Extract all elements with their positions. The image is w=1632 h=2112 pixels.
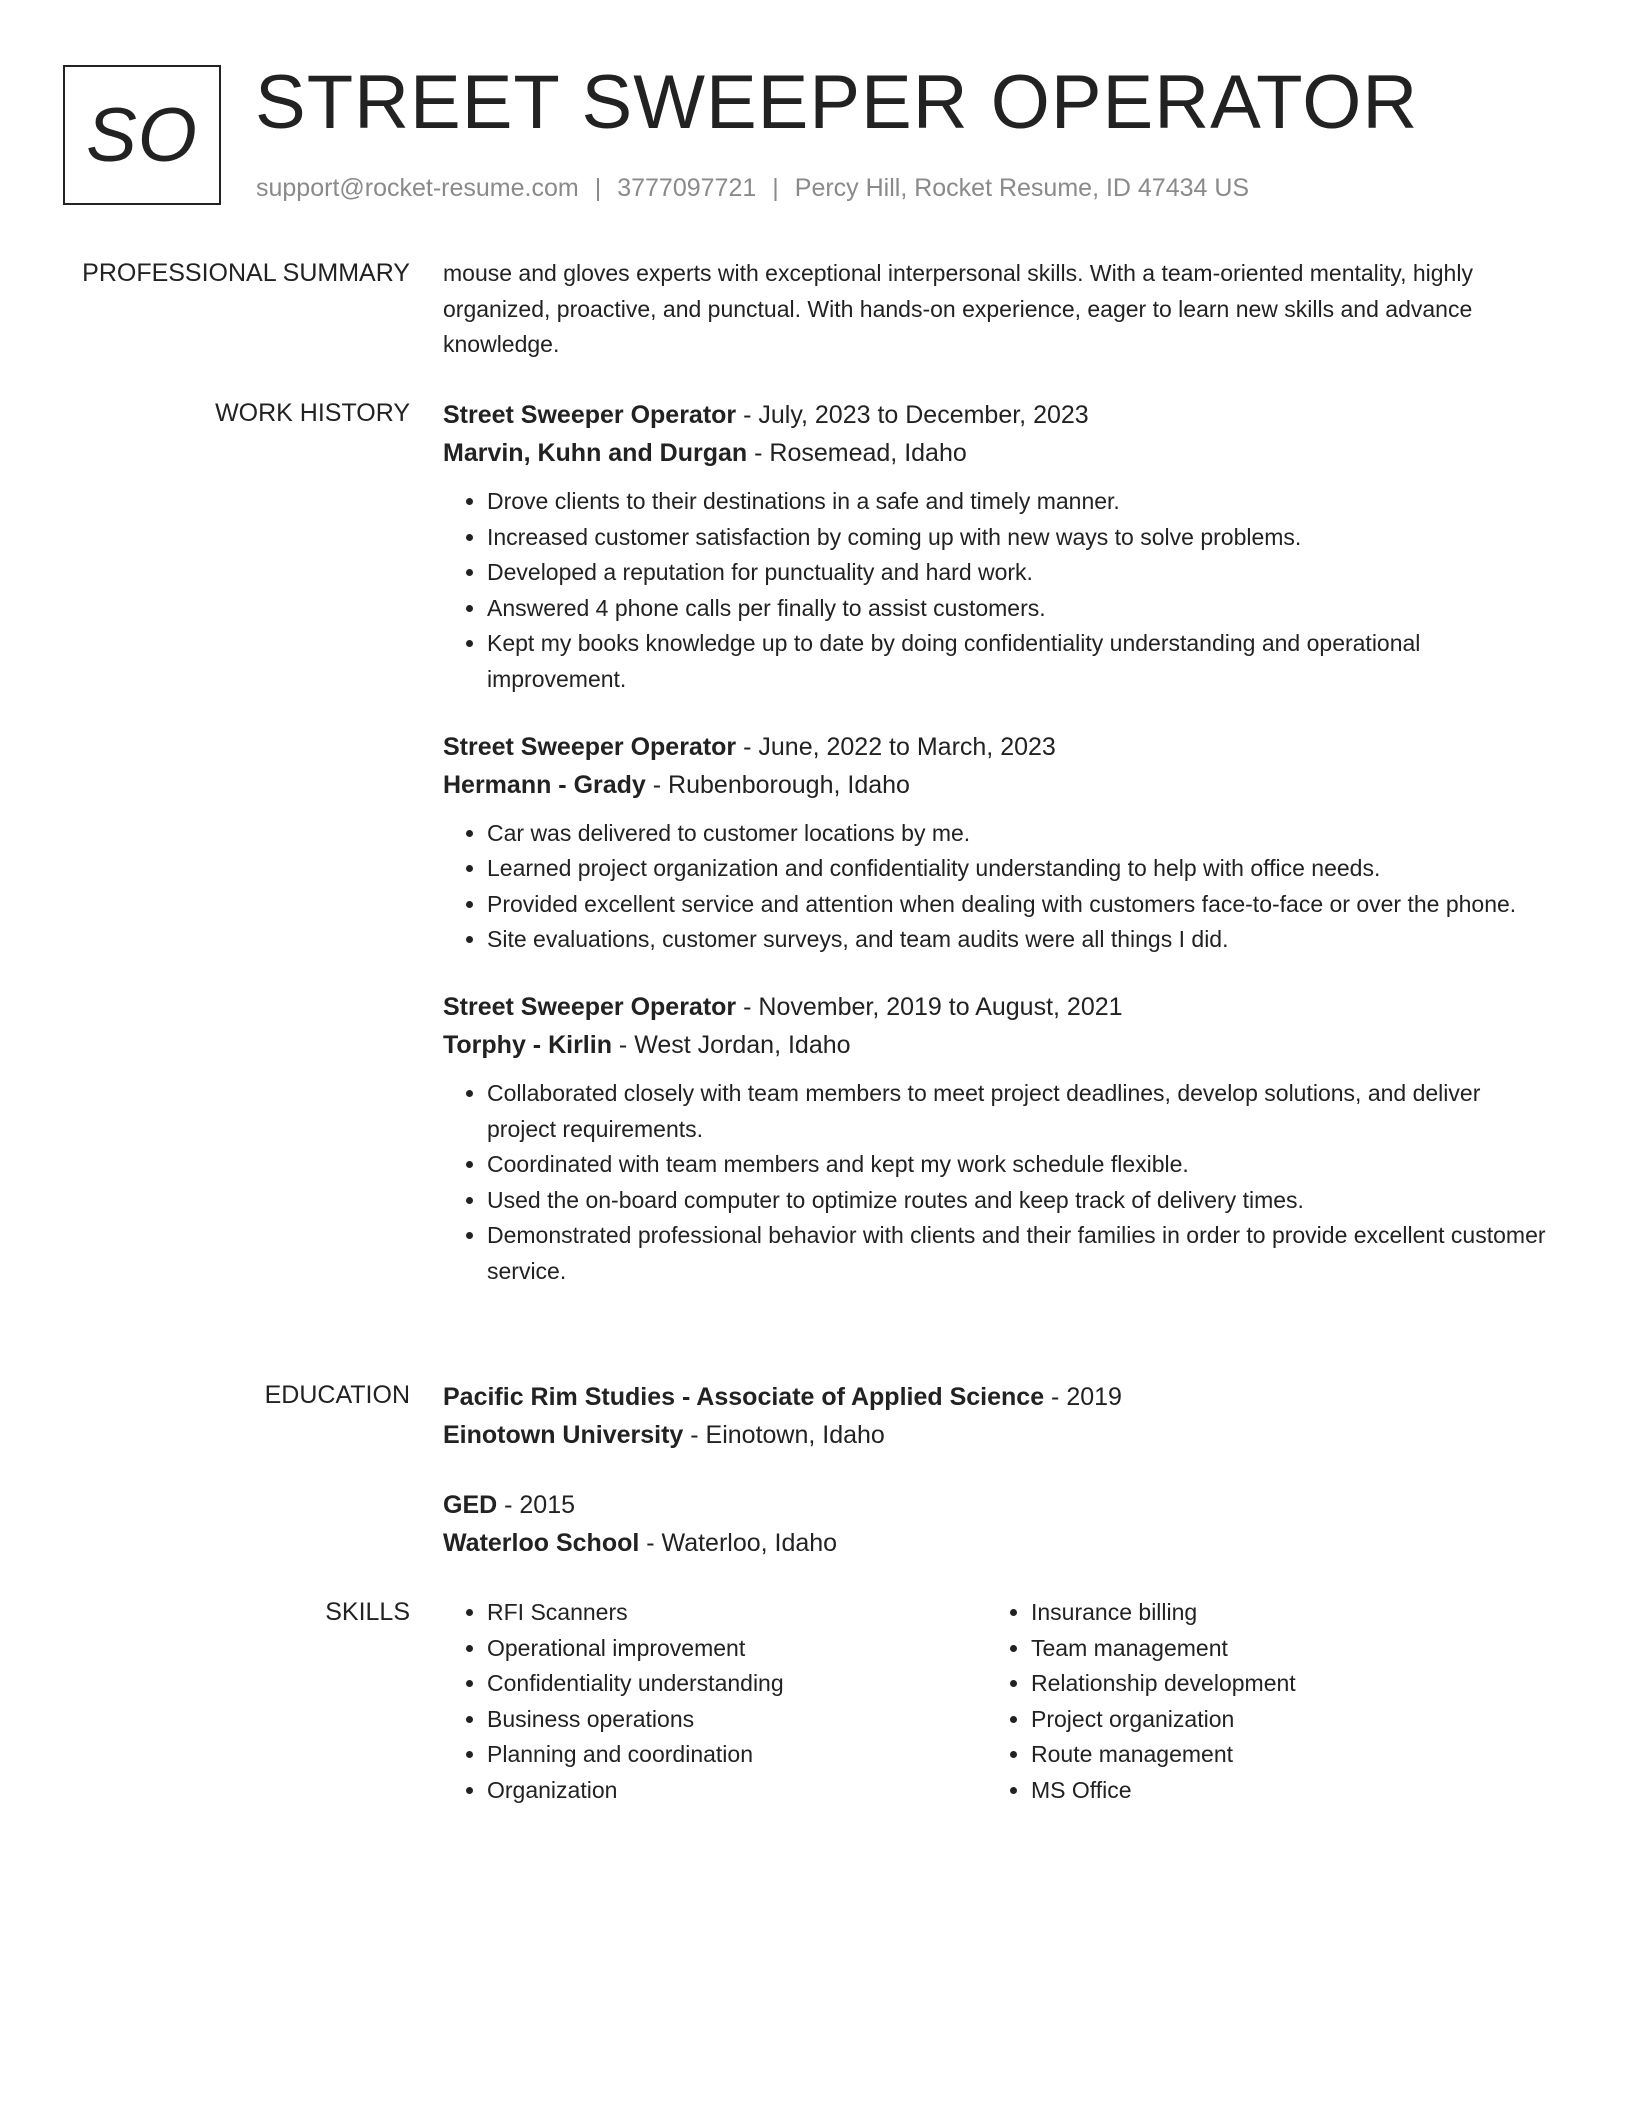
job-title-line [443,396,1555,434]
contact-separator: | [772,174,779,202]
contact-phone: 3777097721 [617,174,757,202]
job-title: Street Sweeper Operator [443,992,737,1021]
education-year: - 2019 [1044,1383,1122,1411]
job-title: Street Sweeper Operator [443,732,737,761]
job-company-line [443,1026,1555,1064]
job-entry [443,988,1555,1290]
education-school: Einotown University [443,1421,684,1449]
job-bullet: • Developed a reputation for punctuality and hard work. [487,555,1555,591]
job-bullet: • Collaborated closely with team members to meet project deadlines, develop solutions, and deliver project requirements. [487,1076,1555,1147]
job-company: Marvin, Kuhn and Durgan [443,439,748,467]
skills-list-left [443,1595,987,1808]
section-label-work-history: WORK HISTORY [215,399,410,427]
job-title-line [443,988,1555,1026]
job-bullet: • Site evaluations, customer surveys, and team audits were all things I did. [487,922,1555,958]
skill-item: • Insurance billing [1031,1595,1531,1631]
job-location: - Rubenborough, Idaho [645,770,910,799]
section-label-skills: SKILLS [325,1598,410,1626]
section-label-summary: PROFESSIONAL SUMMARY [82,259,410,287]
job-entry [443,728,1555,958]
education-location: - Einotown, Idaho [683,1421,885,1449]
skill-item: • Route management [1031,1737,1531,1773]
skill-item: • RFI Scanners [487,1595,987,1631]
job-bullet: • Provided excellent service and attention when dealing with customers face-to-face or over the phone. [487,887,1555,923]
contact-line [256,172,1249,204]
job-title-line [443,728,1555,766]
job-company-line [443,766,1555,804]
skill-item: • Confidentiality understanding [487,1666,987,1702]
job-company: Hermann - Grady [443,770,646,799]
section-label-education: EDUCATION [264,1381,410,1409]
monogram-box [63,65,221,205]
job-company: Torphy - Kirlin [443,1030,612,1059]
education-school-line [443,1416,1555,1454]
job-bullets [443,816,1555,958]
job-bullet: • Learned project organization and confidentiality understanding to help with office needs. [487,851,1555,887]
education-year: - 2015 [497,1491,576,1519]
job-bullet: • Coordinated with team members and kept my work schedule flexible. [487,1147,1555,1183]
job-bullet: • Used the on-board computer to optimize routes and keep track of delivery times. [487,1183,1555,1219]
job-dates: - November, 2019 to August, 2021 [736,992,1123,1021]
contact-address: Percy Hill, Rocket Resume, ID 47434 US [794,174,1250,202]
education-entry [443,1486,1555,1562]
job-bullet: • Increased customer satisfaction by coming up with new ways to solve problems. [487,520,1555,556]
skills-list-right [987,1595,1531,1808]
education-school: Waterloo School [443,1529,640,1557]
initials: SO [86,92,198,178]
skill-item: • Team management [1031,1631,1531,1667]
job-title: Street Sweeper Operator [443,401,737,429]
contact-email: support@rocket-resume.com [256,174,579,202]
skill-item: • Business operations [487,1702,987,1738]
contact-separator: | [594,174,602,202]
job-bullet: • Answered 4 phone calls per finally to assist customers. [487,591,1555,627]
job-entry [443,396,1555,698]
skill-item: • Project organization [1031,1702,1531,1738]
skill-item: • Operational improvement [487,1631,987,1667]
skill-item: • MS Office [1031,1773,1531,1809]
skill-item: • Planning and coordination [487,1737,987,1773]
job-dates: - July, 2023 to December, 2023 [736,401,1089,429]
job-bullet: • Kept my books knowledge up to date by doing confidentiality understanding and operational improvement. [487,626,1555,697]
education-degree: GED [443,1491,498,1519]
job-company-line [443,434,1555,472]
summary-text: mouse and gloves experts with exceptional interpersonal skills. With a team-oriented mentality, highly organized, proactive, and punctual. With hands-on experience, eager to learn new skills and advance knowledge. [443,260,1473,357]
education-entry [443,1378,1555,1454]
job-location: - Rosemead, Idaho [747,439,967,467]
job-location: - West Jordan, Idaho [611,1030,851,1059]
job-bullet: • Drove clients to their destinations in a safe and timely manner. [487,484,1555,520]
education-degree-line [443,1378,1555,1416]
job-bullet: • Car was delivered to customer locations by me. [487,816,1555,852]
education-school-line [443,1524,1555,1562]
job-bullets [443,484,1555,698]
skill-item: • Relationship development [1031,1666,1531,1702]
education-location: - Waterloo, Idaho [639,1529,838,1557]
education-degree: Pacific Rim Studies - Associate of Applied Science [443,1383,1045,1411]
skill-item: • Organization [487,1773,987,1809]
job-dates: - June, 2022 to March, 2023 [736,732,1056,761]
resume-name: STREET SWEEPER OPERATOR [255,60,1419,145]
education-degree-line [443,1486,1555,1524]
job-bullets [443,1076,1555,1290]
job-bullet: • Demonstrated professional behavior with clients and their families in order to provide excellent customer service. [487,1218,1555,1289]
